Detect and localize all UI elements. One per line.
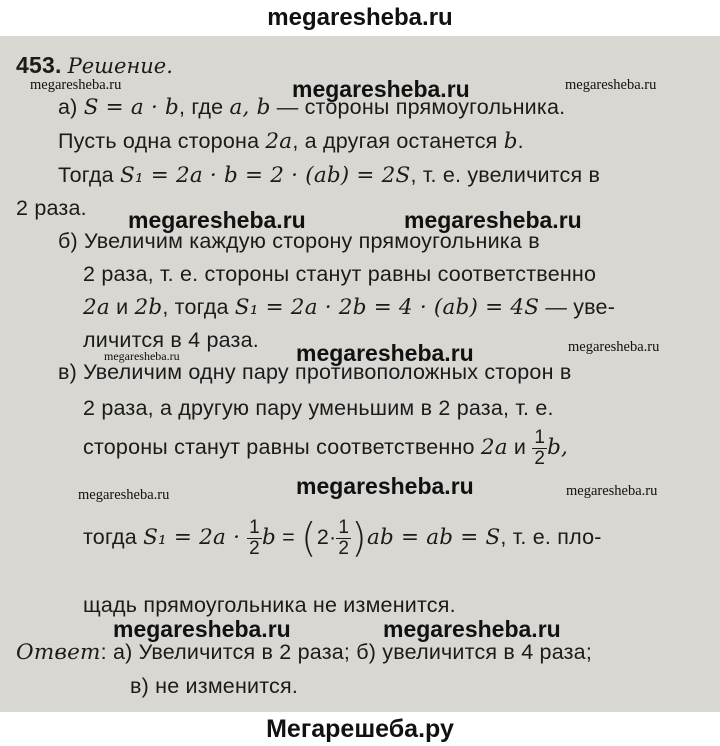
formula: ab = ab = S	[366, 525, 501, 551]
text: — стороны прямоугольника.	[270, 95, 566, 119]
formula-area: S = a · b	[83, 95, 179, 120]
part-c-line-1: в) Увеличим одну пару противоположных сторон в	[58, 360, 572, 384]
watermark: megaresheba.ru	[566, 483, 658, 499]
text: Тогда	[58, 163, 120, 187]
part-b-line-4: личится в 4 раза.	[83, 328, 259, 352]
answer-label: Ответ	[16, 640, 101, 665]
formula: S₁ = 2a ·	[143, 525, 248, 551]
text: : а) Увеличится в 2 раза; б) увеличится в 4 раза;	[100, 640, 592, 664]
variable: b	[503, 129, 518, 154]
left-paren: (	[301, 515, 317, 562]
watermark: megaresheba.ru	[568, 339, 660, 355]
watermark: megaresheba.ru	[296, 340, 474, 366]
solution-label: Решение.	[67, 54, 173, 78]
textbook-page	[0, 36, 720, 712]
text: и	[109, 295, 135, 319]
watermark: megaresheba.ru	[113, 616, 291, 642]
problem-number: 453.	[16, 52, 62, 78]
text: .	[517, 129, 524, 153]
text: , т. е. пло-	[500, 525, 602, 550]
watermark: megaresheba.ru	[78, 487, 170, 503]
watermark: megaresheba.ru	[296, 473, 474, 499]
text: , т. е. увеличится в	[410, 163, 601, 187]
problem-heading	[16, 52, 173, 79]
text: тогда	[83, 525, 144, 550]
watermark: megaresheba.ru	[292, 76, 470, 102]
watermark-bottom: Мегарешеба.ру	[266, 715, 454, 743]
text: — уве-	[539, 295, 616, 319]
right-paren: )	[351, 515, 367, 562]
part-c-line-5: щадь прямоугольника не изменится.	[83, 593, 456, 617]
part-c-line-4	[83, 515, 602, 562]
answer-line-2: в) не изменится.	[130, 674, 299, 698]
watermark: megaresheba.ru	[383, 616, 561, 642]
watermark: megaresheba.ru	[565, 77, 657, 93]
answer-line-1	[16, 640, 592, 665]
watermark: megaresheba.ru	[128, 207, 306, 233]
text: , а другая останется	[292, 129, 504, 153]
text: Пусть одна сторона	[58, 129, 266, 153]
fraction-one-half: $\frac{1}{2}$	[534, 427, 546, 469]
text: , тогда	[162, 295, 235, 319]
fraction-one-half: $\frac{1}{2}$	[249, 517, 260, 559]
part-b-line-1: б) Увеличим каждую сторону прямоугольника в	[58, 229, 540, 253]
watermark: megaresheba.ru	[404, 207, 582, 233]
variable: 2b	[134, 295, 163, 320]
variable: b	[261, 525, 276, 551]
part-a-line-4: 2 раза.	[16, 196, 87, 220]
variables: a, b	[229, 95, 271, 120]
text: =	[275, 525, 302, 550]
text: и	[507, 435, 533, 460]
text: , где	[179, 95, 230, 119]
fraction-one-half: $\frac{1}{2}$	[338, 517, 350, 559]
watermark: megaresheba.ru	[104, 349, 180, 363]
text: 2·	[316, 525, 337, 550]
part-b-line-3	[83, 295, 615, 320]
variable: b,	[547, 435, 569, 461]
variable: 2a	[83, 295, 110, 320]
part-c-line-3	[83, 428, 568, 469]
watermark-top: megaresheba.ru	[267, 4, 453, 31]
part-a-line-3	[58, 163, 600, 188]
formula: S₁ = 2a · 2b = 4 · (ab) = 4S	[234, 295, 540, 320]
variable: 2a	[480, 435, 508, 461]
formula: S₁ = 2a · b = 2 · (ab) = 2S	[119, 163, 411, 188]
text: стороны станут равны соответственно	[83, 435, 481, 460]
part-a-prefix: а)	[58, 95, 84, 119]
part-a-line-2	[58, 129, 524, 154]
part-b-line-2: 2 раза, т. е. стороны станут равны соответственно	[83, 262, 597, 286]
variable: 2a	[265, 129, 293, 154]
watermark: megaresheba.ru	[30, 77, 122, 93]
part-c-line-2: 2 раза, а другую пару уменьшим в 2 раза, т. е.	[83, 396, 554, 420]
